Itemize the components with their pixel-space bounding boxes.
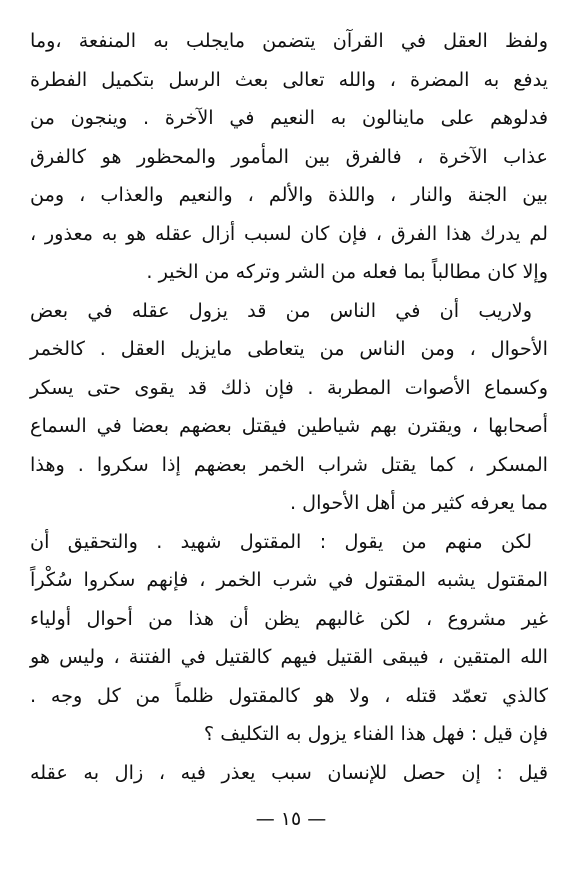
- page-number: — ١٥ —: [255, 808, 327, 830]
- text-line: ولاريب أن في الناس من قد يزول عقله في بعض: [30, 298, 532, 322]
- text-line: كالذي تعمّد قتله ، ولا هو كالمقتول ظلماً من كل وجه .: [30, 683, 548, 707]
- text-line: أصحابها ، ويقترن بهم شياطين فيقتل بعضهم بعضا في السماع: [30, 414, 548, 437]
- text-line: فإن قيل : فهل هذا الفناء يزول به التكليف ؟: [203, 722, 548, 745]
- text-line: وكسماع الأصوات المطربة . فإن ذلك قد يقوى حتى يسكر: [30, 375, 548, 399]
- text-line: بين الجنة والنار ، واللذة والألم ، والنعيم والعذاب ، ومن: [30, 183, 548, 206]
- text-line: قيل : إن حصل للإنسان سبب يعذر فيه ، زال به عقله: [30, 760, 548, 784]
- text-line: مما يعرفه كثير من أهل الأحوال .: [289, 491, 548, 514]
- text-line: ولفظ العقل في القرآن يتضمن مايجلب به المنفعة ،وما: [30, 29, 548, 52]
- text-line: يدفع به المضرة ، والله تعالى بعث الرسل بتكميل الفطرة: [30, 67, 548, 91]
- text-line: المقتول يشبه المقتول في شرب الخمر ، فإنهم سكروا سُكْراً: [30, 568, 548, 591]
- text-line: وإلا كان مطالباً بما فعله من الشر وتركه من الخير .: [146, 260, 548, 283]
- text-line: الله المتقين ، فيبقى القتيل فيهم كالقتيل في الفتنة ، وليس هو: [30, 645, 548, 668]
- text-line: لم يدرك هذا الفرق ، فإن كان لسبب أزال عقله هو به معذور ،: [30, 221, 548, 245]
- text-line: الأحوال ، ومن الناس من يتعاطى مايزيل العقل . كالخمر: [30, 337, 548, 360]
- text-line: عذاب الآخرة ، فالفرق بين المأمور والمحظور هو كالفرق: [30, 144, 548, 168]
- text-line: فدلوهم على ماينالون به النعيم في الآخرة . وينجون من: [30, 106, 548, 129]
- text-line: المسكر ، كما يقتل شراب الخمر بعضهم إذا سكروا . وهذا: [30, 452, 548, 476]
- text-line: غير مشروع ، لكن غالبهم يظن أن هذا من أحوال أولياء: [30, 606, 548, 630]
- text-line: لكن منهم من يقول : المقتول شهيد . والتحقيق أن: [30, 529, 532, 553]
